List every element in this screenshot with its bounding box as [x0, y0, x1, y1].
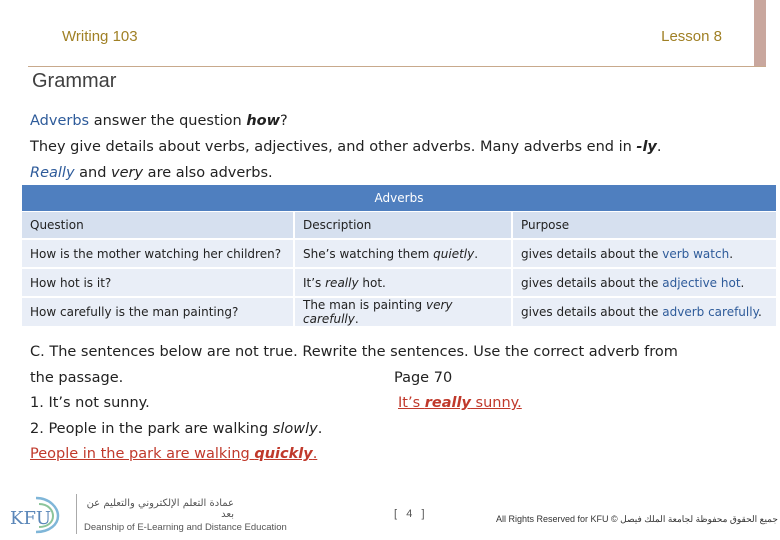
logo-text: KFU — [10, 508, 52, 529]
deanship-english: Deanship of E-Learning and Distance Education — [84, 522, 287, 533]
cell-question: How carefully is the man painting? — [22, 297, 294, 326]
cell-text: . — [729, 246, 734, 261]
ly-suffix: -ly — [636, 139, 657, 155]
intro-line-1 — [30, 108, 661, 134]
target-word: verb watch — [662, 246, 730, 261]
cell-text: . — [740, 275, 745, 290]
page-title: Grammar — [32, 70, 117, 92]
cell-text: gives details about the — [521, 275, 663, 290]
target-word: adjective hot — [662, 275, 741, 290]
cell-text: gives details about the — [521, 305, 663, 319]
table-header-row — [22, 211, 776, 239]
cell-purpose — [512, 268, 776, 297]
answer-text: People in the park are walking — [30, 446, 255, 462]
page-number-value: 4 — [406, 508, 413, 520]
course-label: Writing 103 — [62, 28, 138, 45]
header-purpose: Purpose — [512, 211, 776, 239]
sentence-adverb: slowly — [272, 420, 318, 437]
cell-text: The man is painting — [303, 298, 426, 312]
page-number: [ 4 ] — [394, 508, 425, 520]
cell-text: gives details about the — [521, 246, 663, 261]
cell-text: She’s watching them — [303, 246, 434, 261]
intro-line-3 — [30, 160, 661, 186]
cell-description — [294, 239, 512, 268]
answer-adverb: quickly — [254, 446, 313, 462]
table-row — [22, 239, 776, 268]
sentence-text: 1. It’s not sunny. — [30, 395, 150, 411]
cell-question: How is the mother watching her children? — [22, 239, 294, 268]
answer-2 — [30, 442, 730, 468]
corner-accent-bar — [754, 0, 766, 66]
sentence-text: . — [317, 420, 323, 437]
page-reference: Page 70 — [394, 369, 453, 386]
adverbs-table — [22, 185, 776, 326]
very-term: very — [111, 165, 144, 181]
intro-text: answer the question — [89, 113, 247, 129]
table-row — [22, 268, 776, 297]
adverb-example: quietly — [433, 246, 475, 261]
footer-divider — [76, 494, 77, 534]
answer-text: sunny. — [470, 395, 522, 411]
cell-text: It’s — [303, 275, 326, 290]
cell-text: . — [757, 305, 762, 319]
cell-purpose — [512, 297, 776, 326]
target-word: adverb carefully — [662, 305, 758, 319]
really-term: Really — [30, 165, 75, 181]
intro-text: are also adverbs. — [143, 165, 273, 181]
instruction-line-1: C. The sentences below are not true. Rewrite the sentences. Use the correct adverb from — [30, 344, 678, 360]
table-caption: Adverbs — [22, 185, 776, 211]
table-row — [22, 297, 776, 326]
adverbs-term: Adverbs — [30, 113, 90, 129]
intro-text: They give details about verbs, adjectives, and other adverbs. Many adverbs end in — [30, 139, 637, 155]
deanship-arabic: عمادة التعلم الإلكتروني والتعليم عن بعد — [86, 498, 234, 520]
instruction-text: the passage. — [30, 369, 124, 386]
answer-1 — [398, 391, 522, 417]
instruction-line-2 — [30, 366, 730, 392]
intro-paragraph — [30, 108, 661, 186]
intro-text: and — [74, 165, 112, 181]
cell-question: How hot is it? — [22, 268, 294, 297]
sentence-1 — [30, 391, 730, 417]
intro-text: . — [656, 139, 662, 155]
cell-purpose — [512, 239, 776, 268]
cell-text: hot. — [358, 275, 386, 290]
header-question: Question — [22, 211, 294, 239]
rights-notice: All Rights Reserved for KFU © جميع الحقوق محفوظة لجامعة الملك فيصل — [496, 514, 778, 524]
exercise-block — [30, 340, 730, 468]
intro-line-2 — [30, 134, 661, 160]
answer-text: It’s — [398, 395, 425, 411]
intro-text: ? — [280, 113, 288, 129]
cell-description — [294, 297, 512, 326]
adverb-example: very carefully — [303, 298, 453, 326]
lesson-label: Lesson 8 — [661, 28, 722, 45]
adverb-example: really — [325, 275, 359, 290]
kfu-logo — [6, 494, 68, 536]
cell-text: . — [354, 312, 359, 326]
sentence-2 — [30, 417, 730, 443]
how-term: how — [246, 113, 281, 129]
cell-description — [294, 268, 512, 297]
answer-adverb: really — [424, 395, 471, 411]
cell-text: . — [474, 246, 479, 261]
answer-text: . — [312, 446, 318, 462]
header-description: Description — [294, 211, 512, 239]
header-divider — [28, 66, 766, 67]
sentence-text: 2. People in the park are walking — [30, 420, 273, 437]
